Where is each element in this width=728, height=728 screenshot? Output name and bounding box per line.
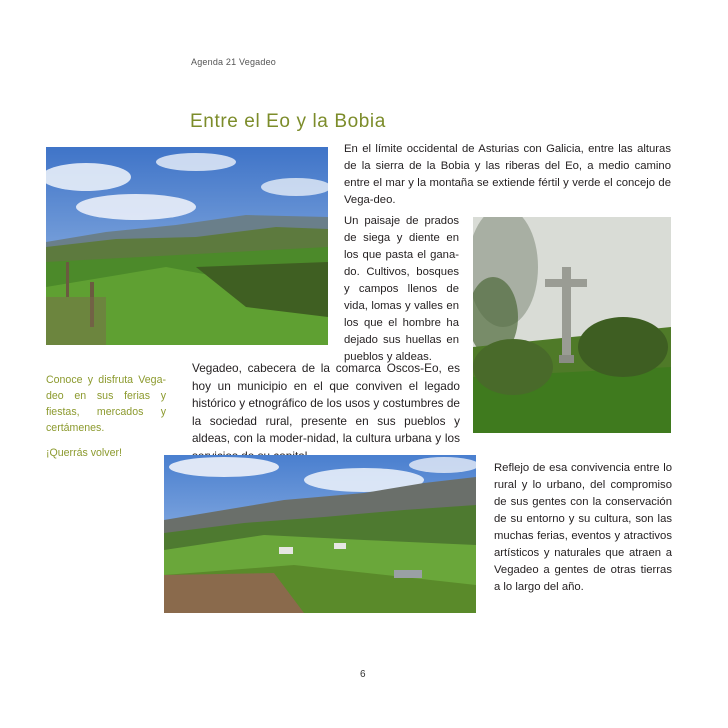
intro-paragraph: En el límite occidental de Asturias con Galicia, entre las alturas de la sierra de la Bobia y las riberas del Eo, a medio camino entre el mar y la montaña se extiende fértil y verde el concejo de Vega-deo.: [344, 143, 671, 206]
landscape-paragraph: Un paisaje de prados de siega y diente en los que pasta el gana-do. Cultivos, bosques y campos llenos de vida, lomas y valles en los que el hombre ha dejado sus huellas en pueblos y aldeas.: [344, 215, 459, 363]
page-number: 6: [360, 669, 366, 680]
sidebar-text: Conoce y disfruta Vega-deo en sus ferias y fiestas, mercados y certámenes.: [46, 374, 166, 434]
valley-photo: [164, 455, 476, 613]
meadow-photo: [46, 147, 328, 345]
page-title: Entre el Eo y la Bobia: [190, 111, 386, 132]
stone-cross-photo: [473, 217, 671, 433]
running-header: Agenda 21 Vegadeo: [191, 57, 276, 67]
sidebar-callout: ¡Querrás volver!: [46, 447, 122, 459]
sidebar-note: [46, 372, 166, 461]
reflection-paragraph: Reflejo de esa convivencia entre lo rural y lo urbano, del compromiso de sus gentes con la conservación de su entorno y su cultura, son las muchas ferias, eventos y atractivos artísticos y naturales que atraen a Vegadeo a gentes de otras tierras a lo largo del año.: [494, 462, 672, 593]
capital-paragraph: Vegadeo, cabecera de la comarca Oscos-Eo, es hoy un municipio en el que conviven el legado histórico y etnográfico de los usos y costumbres de la sociedad rural, presente en sus pueblos y aldeas, con la moder-nidad, la cultura urbana y los: [192, 361, 460, 446]
